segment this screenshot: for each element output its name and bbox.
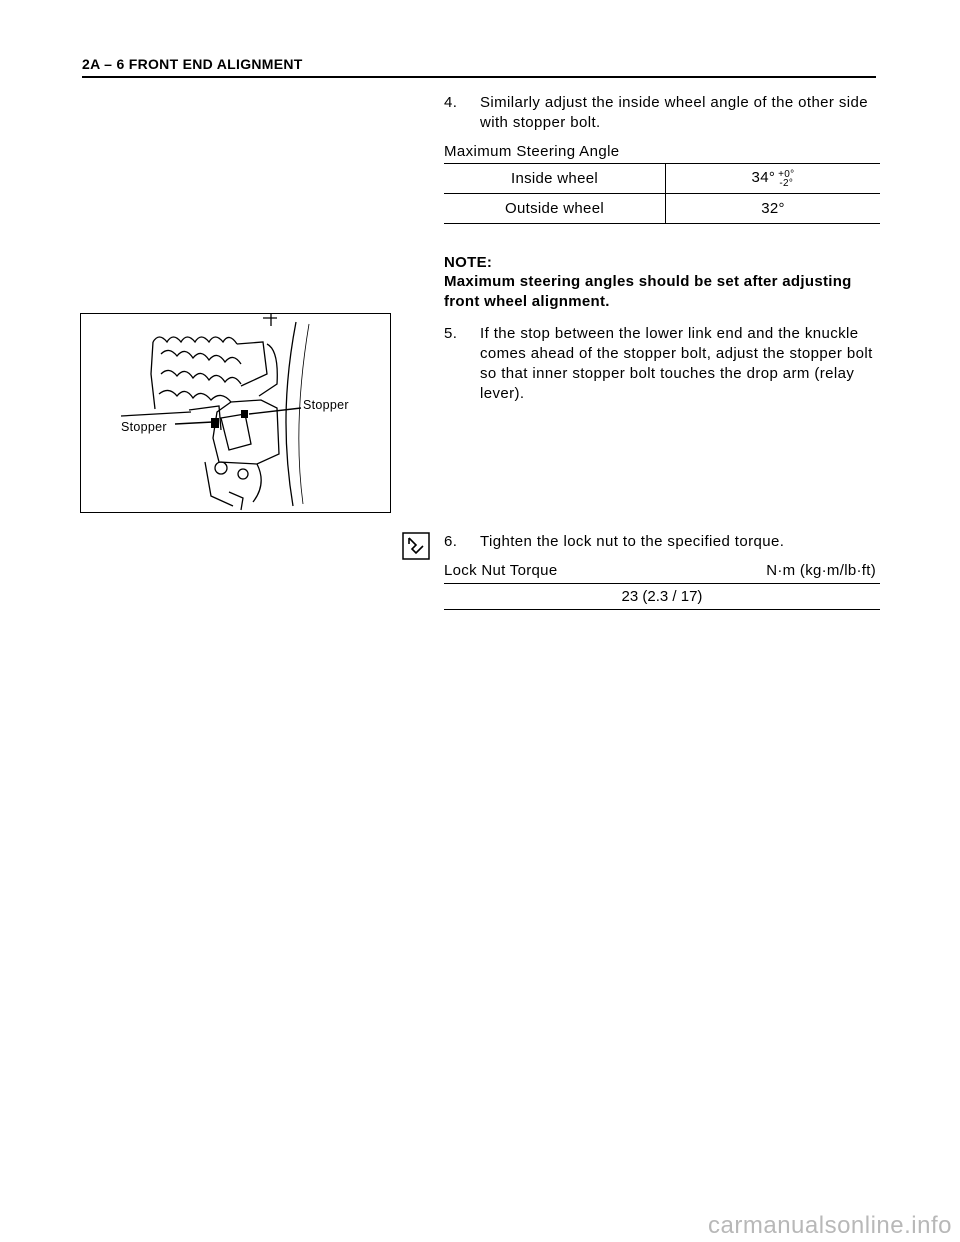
step-5 bbox=[444, 324, 882, 404]
stopper-figure bbox=[80, 313, 391, 513]
step-number: 6. bbox=[444, 533, 458, 550]
steering-angle-label: Maximum Steering Angle bbox=[444, 143, 620, 160]
angle-value: 34° bbox=[751, 169, 776, 187]
step-number: 5. bbox=[444, 325, 458, 342]
wrench-torque-icon bbox=[402, 532, 430, 560]
torque-value-row bbox=[444, 583, 880, 610]
table-row bbox=[444, 194, 880, 224]
stopper-label-left: Stopper bbox=[121, 420, 167, 434]
stopper-label-right: Stopper bbox=[303, 398, 349, 412]
table-cell: Inside wheel bbox=[444, 164, 666, 194]
torque-value: 23 (2.3 / 17) bbox=[621, 588, 703, 605]
torque-label: Lock Nut Torque bbox=[444, 562, 558, 579]
step-number: 4. bbox=[444, 94, 458, 111]
step-6 bbox=[444, 532, 882, 552]
step-text: Similarly adjust the inside wheel angle of the other side with stopper bolt. bbox=[480, 94, 869, 131]
note-text: Maximum steering angles should be set after adjusting front wheel alignment. bbox=[444, 273, 852, 310]
page-title: 2A – 6 FRONT END ALIGNMENT bbox=[82, 56, 303, 72]
steering-angle-table bbox=[444, 163, 880, 224]
step-4 bbox=[444, 93, 882, 133]
step-text: Tighten the lock nut to the specified torque. bbox=[480, 533, 785, 550]
note-heading: NOTE: bbox=[444, 254, 493, 271]
table-cell bbox=[666, 164, 881, 194]
stopper-illustration bbox=[81, 314, 390, 512]
tolerance-minus: -2° bbox=[779, 177, 794, 189]
table-cell: Outside wheel bbox=[444, 194, 666, 224]
tolerance-plus: +0° bbox=[778, 168, 795, 180]
page-header bbox=[82, 54, 876, 78]
table-row bbox=[444, 164, 880, 194]
torque-unit: N·m (kg·m/lb·ft) bbox=[766, 562, 876, 579]
watermark: carmanualsonline.info bbox=[708, 1212, 952, 1239]
table-cell: 32° bbox=[666, 194, 881, 224]
tolerance bbox=[778, 170, 794, 188]
torque-label-row bbox=[444, 562, 880, 579]
step-text: If the stop between the lower link end and the knuckle comes ahead of the stopper bolt, adjust the stopper bolt so that inner stopper bolt touches the drop arm (relay lever). bbox=[480, 325, 873, 402]
